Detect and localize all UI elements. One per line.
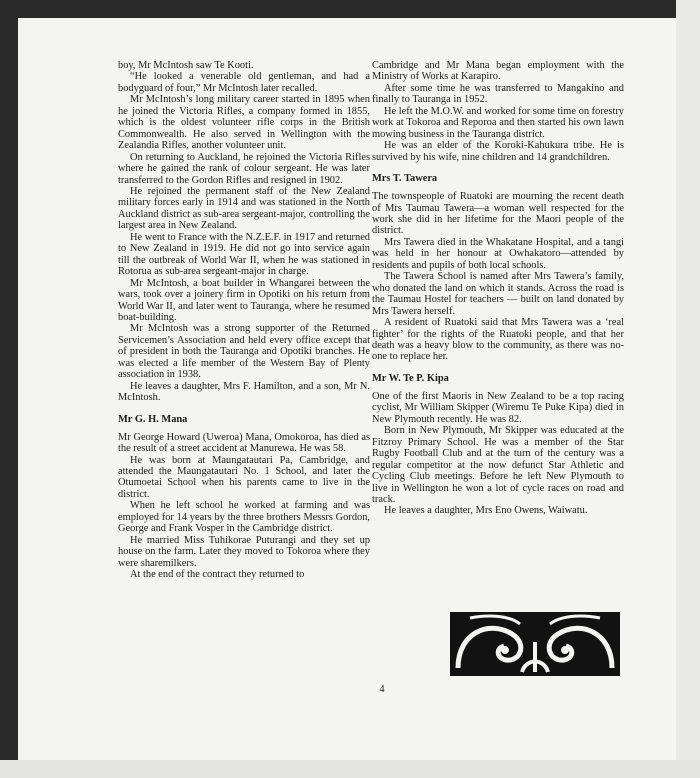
- paragraph: “He looked a venerable old gentleman, and had a bodyguard of four,” Mr McIntosh later recalled.: [118, 71, 370, 94]
- paragraph: A resident of Ruatoki said that Mrs Tawera was a ‘real fighter’ for the rights of the Ruatoki people, and that her death was a heavy blow to the community, as there was no-one to replace her.: [372, 317, 624, 363]
- paragraph: He went to France with the N.Z.E.F. in 1917 and returned to New Zealand in 1919. He did not go into service again till the outbreak of World War II, when he was stationed in Rotorua as sub-area sergeant-major in charge.: [118, 231, 370, 278]
- paragraph: He rejoined the permanent staff of the New Zealand military forces early in 1914 and was stationed in the North Auckland district as sub-area sergeant-major, controlling the largest area in New Zealand.: [118, 185, 370, 232]
- paragraph: Mr George Howard (Uweroa) Mana, Omokoroa, has died as the result of a street accident at Manurewa. He was 58.: [118, 431, 370, 455]
- paragraph: One of the first Maoris in New Zealand to be a top racing cyclist, Mr William Skipper (Wiremu Te Puke Kipa) died in New Plymouth recently. He was 82.: [372, 390, 624, 425]
- koru-ornament-icon: [450, 612, 620, 676]
- paragraph: Mrs Tawera died in the Whakatane Hospital, and a tangi was held in her honour at Owhakatoro—attended by residents and pupils of both local schools.: [372, 236, 624, 271]
- obituary-heading-mana: Mr G. H. Mana: [118, 413, 188, 425]
- obituary-heading-kipa: Mr W. Te P. Kipa: [372, 372, 449, 384]
- paragraph: On returning to Auckland, he rejoined the Victoria Rifles where he gained the rank of colour sergeant. He was later transferred to the Gordon Rifles and resigned in 1902.: [118, 151, 370, 186]
- paragraph: The townspeople of Ruatoki are mourning the recent death of Mrs Taumau Tawera—a woman well respected for the work she did in her lifetime for the Maori people of the district.: [372, 191, 624, 237]
- paragraph: Mr McIntosh, a boat builder in Whangarei between the wars, took over a joinery firm in Opotiki on his return from World War II, and later went to Tauranga, where he resumed boat-building.: [118, 277, 370, 323]
- paragraph: After some time he was transferred to Mangakino and finally to Tauranga in 1952.: [372, 82, 624, 106]
- paragraph: Mr McIntosh’s long military career started in 1895 when he joined the Victoria Rifles, a company formed in 1855, which is the oldest volunteer rifle corps in the British Commonwealth. He also served in Wellington with the Zealandia Rifles, another volunteer unit.: [118, 94, 370, 152]
- paragraph: He was an elder of the Koroki-Kahukura tribe. He is survived by his wife, nine children and 14 grandchildren.: [372, 140, 624, 163]
- paragraph: He leaves a daughter, Mrs F. Hamilton, and a son, Mr N. McIntosh.: [118, 380, 370, 404]
- scan-bottom-edge: [0, 760, 700, 778]
- paragraph: He leaves a daughter, Mrs Eno Owens, Waiwatu.: [384, 505, 588, 517]
- scan-right-edge: [676, 0, 700, 778]
- paragraph: When he left school he worked at farming and was employed for 14 years by the three brothers Messrs Gordon, George and Frank Vosper in the Cambridge district.: [118, 500, 370, 535]
- paragraph: Cambridge and Mr Mana began employment with the Ministry of Works at Karapiro.: [372, 60, 624, 83]
- koru-pattern-icon: [450, 612, 620, 676]
- paragraph: boy, Mr McIntosh saw Te Kooti.: [118, 60, 254, 71]
- paragraph: The Tawera School is named after Mrs Tawera’s family, who donated the land on which it stands. Across the road is the Taumau Hostel for teachers — built on land donated by Mrs Tawera herself.: [372, 271, 624, 317]
- page-number: 4: [379, 684, 385, 695]
- paragraph: He married Miss Tuhikorae Puturangi and they set up house on the farm. Later they moved to Tokoroa where they were sharemilkers.: [118, 534, 370, 569]
- obituary-heading-tawera: Mrs T. Tawera: [372, 173, 438, 185]
- paragraph: Born in New Plymouth, Mr Skipper was educated at the Fitzroy Primary School. He was a member of the Star Rugby Football Club and at the turn of the century was a regular competitor at the now defunct Star Athletic and Cycling Club meetings. Before he left New Plymouth to live in Wellington he won a lot of cycle races on road and track.: [372, 425, 624, 505]
- paragraph: He left the M.O.W. and worked for some time on forestry work at Tokoroa and Reporoa and then started his own lawn mowing business in the Tauranga district.: [372, 105, 624, 140]
- paragraph: He was born at Maungatautari Pa, Cambridge, and attended the Maungatautari No. 1 School, and later the Otumoetai School when his parents came to live in the district.: [118, 454, 370, 500]
- paragraph: Mr McIntosh was a strong supporter of the Returned Servicemen’s Association and held every office except that of president in both the Tauranga and Opotiki branches. He was elected a life member of the Western Bay of Plenty association in 1938.: [118, 323, 370, 381]
- left-column: [118, 60, 370, 580]
- right-column: [372, 60, 624, 517]
- paragraph: At the end of the contract they returned to: [130, 569, 305, 581]
